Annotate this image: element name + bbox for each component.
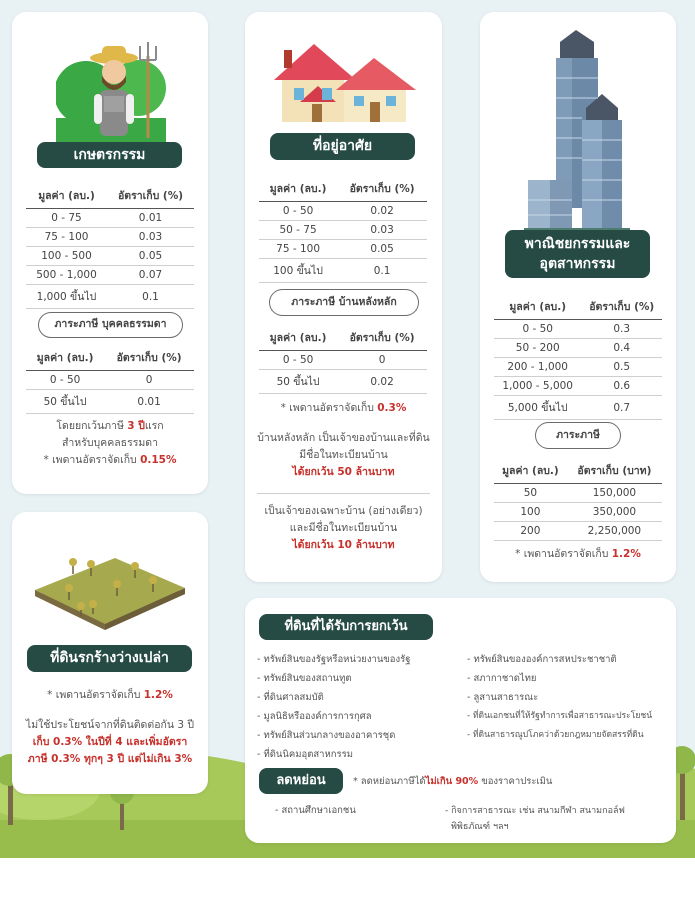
- list-item: - มูลนิธิหรือองค์การการกุศล: [257, 711, 372, 722]
- table-row: [26, 247, 194, 266]
- main-house-tax-title: ภาระภาษี บ้านหลังหลัก: [269, 289, 419, 316]
- agriculture-title: เกษตรกรรม: [37, 142, 182, 168]
- rate-cell: 0.3: [581, 320, 662, 339]
- column-header: มูลค่า (ลบ.): [26, 182, 107, 209]
- rate-cell: 0: [337, 351, 427, 370]
- column-header: อัตราเก็บ (%): [581, 293, 662, 320]
- list-item: - ลูสานสาธารณะ: [467, 692, 539, 703]
- column-header: มูลค่า (ลบ.): [259, 324, 337, 351]
- list-item: - ที่ดินศาลสมบัติ: [257, 692, 324, 703]
- tax-cell: 150,000: [567, 484, 662, 503]
- rate-cell: 0.4: [581, 339, 662, 358]
- rate-cell: 0.7: [581, 396, 662, 420]
- table-row: [26, 371, 194, 390]
- tax-cell: 2,250,000: [567, 522, 662, 541]
- value-cell: 75 - 100: [26, 228, 107, 247]
- exempt-right-list: [467, 650, 672, 745]
- column-header: มูลค่า (ลบ.): [26, 344, 104, 371]
- rate-cell: 0.03: [107, 228, 194, 247]
- table-row: [259, 240, 427, 259]
- residential-title: ที่อยู่อาศัย: [270, 133, 415, 160]
- rate-cell: 0.6: [581, 377, 662, 396]
- value-cell: 75 - 100: [259, 240, 337, 259]
- main-house-note: บ้านหลังหลัก เป็นเจ้าของบ้านและที่ดิน มีชื่อในทะเบียนบ้าน ได้ยกเว้น 50 ล้านบาท: [257, 432, 430, 478]
- rate-cell: 0.07: [107, 266, 194, 285]
- person-tax-title: ภาระภาษี บุคคลธรรมดา: [38, 312, 183, 338]
- table-row: [259, 202, 427, 221]
- commercial-tax-table: [494, 457, 662, 541]
- table-row: [494, 377, 662, 396]
- value-cell: 50 - 200: [494, 339, 581, 358]
- house-icon: [270, 32, 420, 132]
- value-cell: 0 - 75: [26, 209, 107, 228]
- value-cell: 0 - 50: [259, 202, 337, 221]
- tax-cell: 350,000: [567, 503, 662, 522]
- rate-cell: 0.05: [337, 240, 427, 259]
- value-cell: 50 ขึ้นไป: [26, 390, 104, 414]
- residential-rate-table: [259, 175, 427, 283]
- table-row: [26, 228, 194, 247]
- table-row: [494, 396, 662, 420]
- skyscraper-icon: [524, 30, 630, 242]
- value-cell: 500 - 1,000: [26, 266, 107, 285]
- rate-cell: 0.5: [581, 358, 662, 377]
- exempt-land-title: ที่ดินที่ได้รับการยกเว้น: [259, 614, 433, 640]
- table-row: [259, 370, 427, 394]
- commercial-rate-table: [494, 293, 662, 420]
- commercial-card: [480, 12, 676, 582]
- value-cell: 0 - 50: [494, 320, 581, 339]
- value-cell: 100 ขึ้นไป: [259, 259, 337, 283]
- list-item: - สภากาชาดไทย: [467, 673, 537, 684]
- list-item: - ทรัพย์สินของสถานทูต: [257, 673, 352, 684]
- column-header: อัตราเก็บ (%): [337, 324, 427, 351]
- value-cell: 200 - 1,000: [494, 358, 581, 377]
- rate-cell: 0.1: [337, 259, 427, 283]
- commercial-title: พาณิชยกรรมและ อุตสาหกรรม: [505, 230, 650, 278]
- table-row: [494, 339, 662, 358]
- table-row: [494, 522, 662, 541]
- column-header: อัตราเก็บ (%): [337, 175, 427, 202]
- reduction-item-public: - กิจการสาธารณะ เช่น สนามกีฬา สนามกอล์ฟ พิพิธภัณฑ์ ฯลฯ: [445, 806, 625, 832]
- vacant-land-icon: [35, 540, 185, 640]
- reduction-title: ลดหย่อน: [259, 768, 343, 794]
- rate-cell: 0.01: [107, 209, 194, 228]
- column-header: มูลค่า (ลบ.): [494, 293, 581, 320]
- vacant-note: ไม่ใช้ประโยชน์จากที่ดินติดต่อกัน 3 ปี เก็บ 0.3% ในปีที่ 4 และเพิ่มอัตรา ภาษี 0.3% ทุกๆ 3 ปี แต่ไม่เกิน 3%: [25, 719, 195, 765]
- table-row: [26, 266, 194, 285]
- list-item: - ทรัพย์สินของรัฐหรือหน่วยงานของรัฐ: [257, 654, 411, 665]
- table-row: [494, 503, 662, 522]
- value-cell: 100 - 500: [26, 247, 107, 266]
- commercial-tax-title: ภาระภาษี: [535, 422, 621, 449]
- list-item: - ทรัพย์สินส่วนกลางของอาคารชุด: [257, 730, 396, 741]
- main-house-rate-table: [259, 324, 427, 394]
- list-item: - ที่ดินสาธารณูปโภคว่าด้วยกฎหมายจัดสรรที่ดิน: [467, 730, 644, 740]
- column-header: อัตราเก็บ (%): [107, 182, 194, 209]
- table-row: [259, 259, 427, 283]
- rate-cell: 0: [104, 371, 194, 390]
- rate-cell: 0.03: [337, 221, 427, 240]
- residential-card: [245, 12, 442, 582]
- commercial-ceiling: * เพดานอัตราจัดเก็บ 1.2%: [515, 548, 641, 560]
- value-cell: 0 - 50: [259, 351, 337, 370]
- vacant-land-card: [12, 512, 208, 794]
- value-cell: 100: [494, 503, 567, 522]
- table-row: [26, 285, 194, 309]
- column-header: อัตราเก็บ (บาท): [567, 457, 662, 484]
- exempt-left-list: [257, 650, 462, 764]
- rate-cell: 0.1: [107, 285, 194, 309]
- reduction-item-school: - สถานศึกษาเอกชน: [275, 805, 356, 816]
- table-row: [494, 484, 662, 503]
- list-item: - ที่ดินนิคมอุตสาหกรรม: [257, 749, 353, 760]
- value-cell: 50 - 75: [259, 221, 337, 240]
- table-row: [259, 221, 427, 240]
- table-row: [259, 351, 427, 370]
- rate-cell: 0.01: [104, 390, 194, 414]
- value-cell: 1,000 ขึ้นไป: [26, 285, 107, 309]
- value-cell: 50: [494, 484, 567, 503]
- vacant-ceiling: * เพดานอัตราจัดเก็บ 1.2%: [47, 689, 173, 701]
- list-item: - ที่ดินเอกชนที่ให้รัฐทำการเพื่อสาธารณะประโยชน์: [467, 711, 653, 721]
- table-row: [26, 390, 194, 414]
- reduction-note: * ลดหย่อนภาษีได้ไม่เกิน 90% ของราคาประเมิน: [353, 776, 553, 787]
- value-cell: 1,000 - 5,000: [494, 377, 581, 396]
- column-header: อัตราเก็บ (%): [104, 344, 194, 371]
- value-cell: 50 ขึ้นไป: [259, 370, 337, 394]
- agriculture-card: [12, 12, 208, 494]
- divider: [257, 493, 430, 494]
- rate-cell: 0.02: [337, 370, 427, 394]
- value-cell: 200: [494, 522, 567, 541]
- value-cell: 0 - 50: [26, 371, 104, 390]
- agriculture-rate-table: [26, 182, 194, 309]
- table-row: [494, 320, 662, 339]
- column-header: มูลค่า (ลบ.): [259, 175, 337, 202]
- house-only-note: เป็นเจ้าของเฉพาะบ้าน (อย่างเดียว) และมีชื่อในทะเบียนบ้าน ได้ยกเว้น 10 ล้านบาท: [264, 505, 423, 551]
- agriculture-note: โดยยกเว้นภาษี 3 ปีแรก สำหรับบุคคลธรรมดา * เพดานอัตราจัดเก็บ 0.15%: [43, 420, 177, 466]
- farmer-icon: [56, 38, 166, 144]
- column-header: มูลค่า (ลบ.): [494, 457, 567, 484]
- rate-cell: 0.02: [337, 202, 427, 221]
- exempt-land-card: [245, 598, 676, 843]
- table-row: [26, 209, 194, 228]
- rate-cell: 0.05: [107, 247, 194, 266]
- residential-ceiling: * เพดานอัตราจัดเก็บ 0.3%: [280, 402, 407, 414]
- list-item: - ทรัพย์สินขององค์การสหประชาชาติ: [467, 654, 617, 665]
- table-row: [494, 358, 662, 377]
- vacant-land-title: ที่ดินรกร้างว่างเปล่า: [27, 645, 192, 672]
- value-cell: 5,000 ขึ้นไป: [494, 396, 581, 420]
- person-rate-table: [26, 344, 194, 414]
